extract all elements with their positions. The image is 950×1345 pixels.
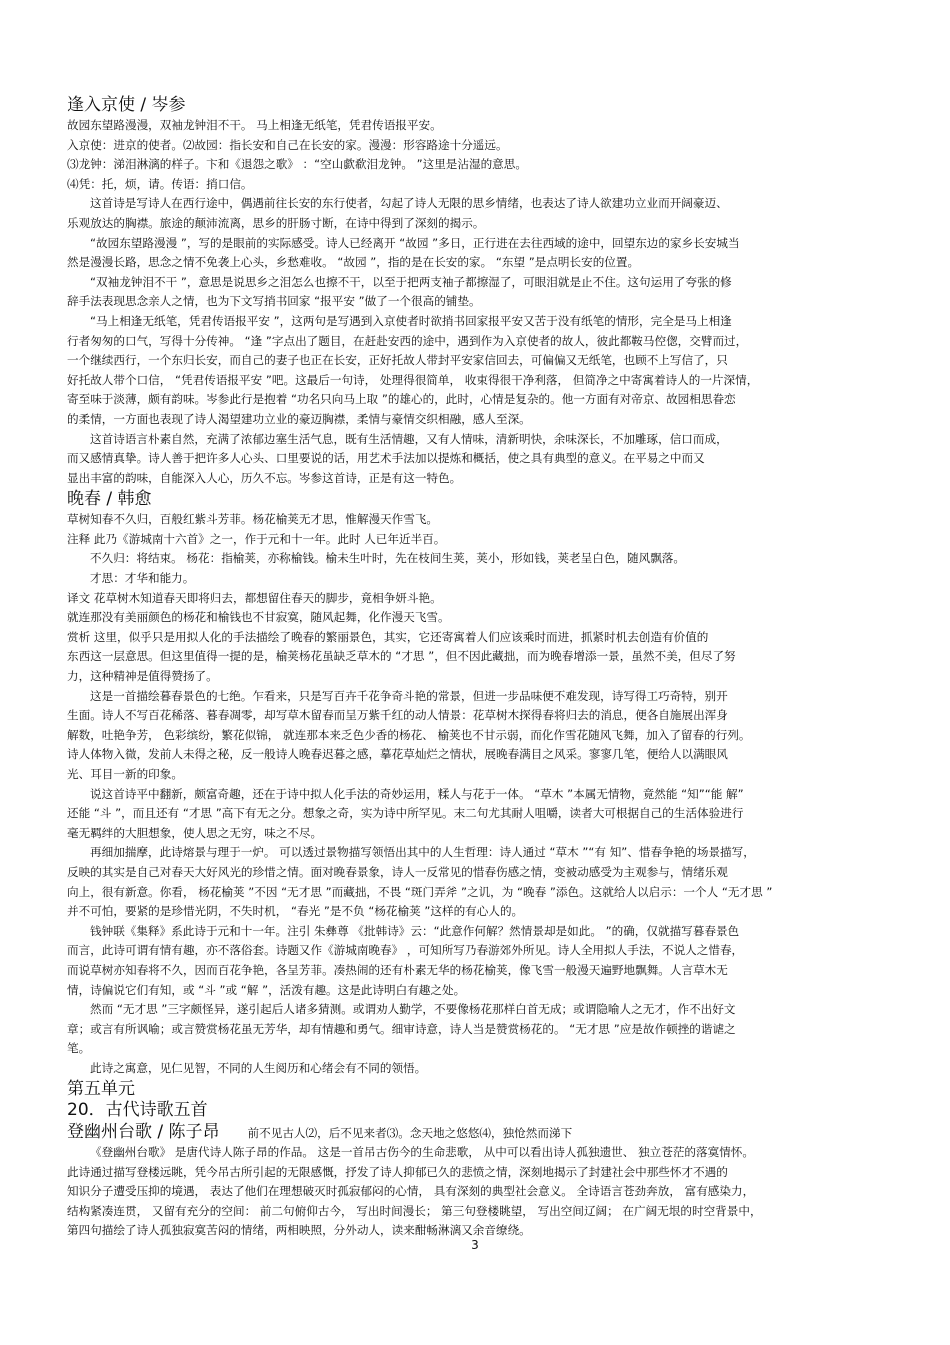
page-content xyxy=(67,94,885,1241)
text-line: 行者匆匆的口气，写得十分传神。 “逢 ”字点出了题目，在赶赴安西的途中，遇到作为入京使者的故人，彼此都鞍马倥偬，交臂而过， xyxy=(67,333,748,348)
text-line: 再细加揣摩，此诗熔景与理于一炉。 可以透过景物描写领悟出其中的人生哲理：诗人通过 “草木 ”“有 知”、惜春争艳的场景描写， xyxy=(90,845,755,860)
text-line: 草树知春不久归，百般红紫斗芳菲。杨花榆荚无才思，惟解漫天作雪飞。 xyxy=(67,512,439,527)
text-line: 入京使：进京的使者。⑵故园：指长安和自己在长安的家。漫漫：形容路途十分遥远。 xyxy=(67,137,508,152)
poem-title: 登幽州台歌 / 陈子昂 xyxy=(67,1121,220,1142)
text-line: 乐观放达的胸襟。旅途的颠沛流离，思乡的肝肠寸断，在诗中得到了深刻的揭示。 xyxy=(67,215,485,230)
text-line: 力，这种精神是值得赞扬了。 xyxy=(67,669,218,684)
text-line: 东西这一层意思。但这里值得一提的是，榆荚杨花虽缺乏草木的 “才思 ”，但不因此藏拙，而为晚春增添一景，虽然不美，但尽了努 xyxy=(67,649,736,664)
text-line: 的柔情，一方面也表现了诗人渴望建功立业的豪迈胸襟，柔情与豪情交织相融，感人至深。 xyxy=(67,411,531,426)
text-line: 向上，很有新意。你看， 杨花榆荚 ”不因 “无才思 ”而藏拙，不畏 “斑门弄斧 ”之讥，为 “晚春 ”添色。这就给人以启示：一个人 “无才思 ” xyxy=(67,884,773,899)
text-line: 笔。 xyxy=(67,1041,91,1056)
text-line: ⑷凭：托，烦，请。传语：捎口信。 xyxy=(67,176,253,191)
text-line: 反映的其实是自己对春天大好风光的珍惜之情。面对晚春景象，诗人一反常见的惜春伤感之情，变被动感受为主观参与，情绪乐观 xyxy=(67,864,728,879)
text-line: 此诗通过描写登楼远眺，凭今吊古所引起的无限感慨，抒发了诗人抑郁已久的悲愤之情，深刻地揭示了封建社会中那些怀才不遇的 xyxy=(67,1164,728,1179)
text-line: 生面。诗人不写百花稀落、暮春凋零，却写草木留春而呈万紫千红的动人情景：花草树木探得春将归去的消息，便各自施展出浑身 xyxy=(67,708,728,723)
text-line: 结构紧凑连贯， 又留有充分的空间： 前二句俯仰古今， 写出时间漫长； 第三句登楼眺望， 写出空间辽阔； 在广阔无垠的时空背景中， xyxy=(67,1203,762,1218)
text-line: “故园东望路漫漫 ”，写的是眼前的实际感受。诗人已经离开 “故园 ”多日，正行进在去往西域的途中，回望东边的家乡长安城当 xyxy=(90,235,740,250)
text-line: 情，诗偏说它们有知，或 “斗 ”或 “解 ”，活泼有趣。这是此诗明白有趣之处。 xyxy=(67,982,466,997)
section-heading: 20．古代诗歌五首 xyxy=(67,1099,208,1120)
text-line: 然而 “无才思 ”三字颇怪异，遂引起后人诸多猜测。或谓劝人勤学，不要像杨花那样白首无成；或谓隐喻人之无才，作不出好文 xyxy=(90,1002,736,1017)
text-line: 知识分子遭受压抑的境遇， 表达了他们在理想破灭时孤寂郁闷的心情， 具有深刻的典型社会意义。 全诗语言苍劲奔放， 富有感染力， xyxy=(67,1184,755,1199)
poem-title: 晚春 / 韩愈 xyxy=(67,489,152,510)
text-line: 说这首诗平中翻新，颇富奇趣，还在于诗中拟人化手法的奇妙运用，糅人与花于一体。 “草木 ”本属无情物，竟然能 “知”“能 解” xyxy=(90,786,744,801)
text-line: 此诗之寓意，见仁见智，不同的人生阅历和心绪会有不同的领悟。 xyxy=(90,1060,427,1075)
text-line: 并不可怕，要紧的是珍惜光阴，不失时机， “春光 ”是不负 “杨花榆荚 ”这样的有心人的。 xyxy=(67,904,524,919)
text-line: 《登幽州台歌》 是唐代诗人陈子昂的作品。 这是一首吊古伤今的生命悲歌， 从中可以看出诗人孤独遗世、 独立苍茫的落寞情怀。 xyxy=(90,1145,754,1160)
text-line: 然是漫漫长路，思念之情不免袭上心头，乡愁难收。 “故园 ”，指的是在长安的家。 “东望 ”是点明长安的位置。 xyxy=(67,255,640,270)
text-line: 一个继续西行，一个东归长安，而自己的妻子也正在长安，正好托故人带封平安家信回去，可偏偏又无纸笔，也顾不上写信了，只 xyxy=(67,353,728,368)
text-line: ⑶龙钟：涕泪淋漓的样子。卞和《退怨之歌》 ：“空山歔欷泪龙钟。 ”这里是沾湿的意思。 xyxy=(67,157,527,172)
text-line: 这是一首描绘暮春景色的七绝。乍看来，只是写百卉千花争奇斗艳的常景，但进一步品味便不难发现，诗写得工巧奇特，别开 xyxy=(90,688,728,703)
poem-title: 逢入京使 / 岑参 xyxy=(67,95,186,115)
text-line: 才思：才华和能力。 xyxy=(90,571,195,586)
text-line: 就连那没有美丽颜色的杨花和榆钱也不甘寂寞，随风起舞，化作漫天飞雪。 xyxy=(67,610,450,625)
text-line: 不久归：将结束。 杨花：指榆荚，亦称榆钱。榆未生叶时，先在枝间生荚，荚小，形如钱，荚老呈白色，随风飘落。 xyxy=(90,551,685,566)
text-line: 故园东望路漫漫，双袖龙钟泪不干。 马上相逢无纸笔，凭君传语报平安。 xyxy=(67,118,442,132)
text-line: 而又感情真挚。诗人善于把许多人心头、口里要说的话，用艺术手法加以提炼和概括，使之具有典型的意义。在平易之中而又 xyxy=(67,451,705,466)
text-line: 光、耳目一新的印象。 xyxy=(67,767,183,781)
text-line: 注释 此乃《游城南十六首》之一，作于元和十一年。此时 人已年近半百。 xyxy=(67,531,446,546)
text-line: 还能 “斗 ”，而且还有 “才思 ”高下有无之分。想象之奇，实为诗中所罕见。末二句尤其耐人咀嚼，读者大可根据自己的生活体验进行 xyxy=(67,806,744,821)
text-line: 赏析 这里，似乎只是用拟人化的手法描绘了晚春的繁丽景色，其实，它还寄寓着人们应该乘时而进，抓紧时机去创造有价值的 xyxy=(67,629,709,644)
text-line: 第四句描绘了诗人孤独寂寞苦闷的情绪，两相映照，分外动人，读来酣畅淋漓又余音缭绕。 xyxy=(67,1223,531,1238)
text-line: “双袖龙钟泪不干 ”，意思是说思乡之泪怎么也擦不干，以至于把两支袖子都擦湿了，可眼泪就是止不住。这句运用了夸张的修 xyxy=(90,274,732,289)
page-number: 3 xyxy=(471,1238,479,1252)
text-line: 诗人体物入微，发前人未得之秘，反一般诗人晚春迟暮之感，摹花草灿烂之情状，展晚春满目之风采。寥寥几笔，便给人以满眼风 xyxy=(67,747,728,762)
text-line: 寄至味于淡薄，颇有韵味。岑参此行是抱着 “功名只向马上取 ”的雄心的，此时，心情是复杂的。他一方面有对帝京、故园相思眷恋 xyxy=(67,392,736,407)
poem-title-line xyxy=(67,1121,885,1144)
text-line: 章；或言有所讽喻；或言赞赏杨花虽无芳华，却有情趣和勇气。细审诗意，诗人当是赞赏杨花的。 “无才思 ”应是故作顿挫的谐谑之 xyxy=(67,1021,736,1036)
section-heading: 第五单元 xyxy=(67,1078,135,1099)
text-line: 这首诗语言朴素自然，充满了浓郁边塞生活气息，既有生活情趣，又有人情味，清新明快，余味深长，不加雕琢，信口而成， xyxy=(90,431,728,446)
text-line: 译文 花草树木知道春天即将归去，都想留住春天的脚步，竟相争妍斗艳。 xyxy=(67,590,442,605)
text-line: “马上相逢无纸笔，凭君传语报平安 ”，这两句是写遇到入京使者时欲捎书回家报平安又苦于没有纸笔的情形，完全是马上相逢 xyxy=(90,313,732,328)
text-line: 毫无羁绊的大胆想象，使人思之无穷，味之不尽。 xyxy=(67,825,323,840)
text-line: 好托故人带个口信， “凭君传语报平安 ”吧。这最后一句诗， 处理得很简单， 收束得很干净利落， 但简净之中寄寓着诗人的一片深情， xyxy=(67,372,759,387)
text-line: 这首诗是写诗人在西行途中，偶遇前往长安的东行使者，勾起了诗人无限的思乡情绪，也表达了诗人欲建功立业而开阔豪迈、 xyxy=(90,196,728,211)
text-line: 显出丰富的韵味，自能深入人心，历久不忘。岑参这首诗，正是有这一特色。 xyxy=(67,470,462,485)
text-line: 辞手法表现思念亲人之情，也为下文写捎书回家 “报平安 ”做了一个很高的铺垫。 xyxy=(67,294,481,309)
text-line: 解数，吐艳争芳， 色彩缤纷，繁花似锦， 就连那本来乏色少香的杨花、 榆荚也不甘示弱，而化作雪花随风飞舞，加入了留春的行列。 xyxy=(67,727,751,742)
poem-text: 前不见古人⑵，后不见来者⑶。念天地之悠悠⑷，独怆然而涕下 xyxy=(247,1125,573,1140)
text-line: 而言，此诗可谓有情有趣，亦不落俗套。诗题又作《游城南晚春》 ，可知所写乃春游郊外所见。诗人全用拟人手法，不说人之惜春， xyxy=(67,943,744,958)
text-line: 而说草树亦知春将不久，因而百花争艳，各呈芳菲。凑热闹的还有朴素无华的杨花榆荚，像飞雪一般漫天遍野地飘舞。人言草木无 xyxy=(67,962,728,977)
text-line: 钱钟联《集释》系此诗于元和十一年。注引 朱彝尊 《批韩诗》云：“此意作何解？然情景却是如此。 ”的确，仅就描写暮春景色 xyxy=(90,923,740,938)
